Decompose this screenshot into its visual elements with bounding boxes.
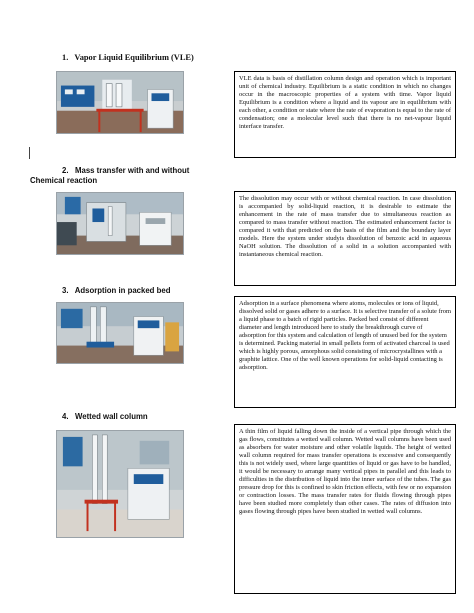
section-4-photo	[56, 430, 184, 538]
section-1-description: VLE data is basis of distillation column design and operation which is important unit of chemical industry. Equilibrium is a static condition in which no changes occur in the macroscopic properties of a system with time. Vapor liquid Equilibrium is a condition where a liquid and its vapour are in equilibrium with each other, a condition or state where the rate of evaporation is equal to the rate of condensation; one a molecular level such that there is no net-vapour liquid interface transfer.	[234, 71, 456, 158]
section-3-description: Adsorption in a surface phenomena where atoms, molecules or ions of liquid, dissolved solid or gases adhere to a surface. It is selective transfer of a solute from a liquid phase to a batch of rigid particles. Packed bed consist of different diameter and length introduced here to study the breakthrough curve of adsorption for this system and calculation of length of unused bed for the system is determined. Packing material in small pellets form of activated charcoal is used which is highly porous, amorphous solid consisting of microcrystallines with a graphite lattice. One of the well known operations for solid-liquid contacting is adsorption.	[234, 296, 456, 408]
section-3-title: Adsorption in packed bed	[74, 286, 171, 295]
section-2-heading-line2: Chemical reaction	[30, 176, 98, 185]
section-1-photo	[56, 71, 184, 134]
section-4-number: 4.	[62, 412, 69, 421]
section-2-number: 2.	[62, 166, 69, 175]
section-2-title: Mass transfer with and without	[75, 166, 190, 175]
section-3-heading	[62, 286, 170, 296]
section-1-number: 1.	[62, 53, 69, 62]
section-2-heading	[62, 166, 189, 176]
section-4-heading	[62, 412, 148, 422]
section-2-photo	[56, 192, 184, 255]
section-2-description: The dissolution may occur with or without chemical reaction. In case dissolution is accompanied by solid-liquid reaction, it is desirable to estimate the enhancement in the rate of mass transfer due to simultaneous reaction as compared to mass transfer without reaction. The estimated enhancement factor is compared it with that predicted on the basis of the film and the boundary layer models. Here the system under studyis dissolution of benzoic acid in aqueous NaOH solution. The dissolution of a solid in a solution accompanied with instantaneous chemical reaction.	[234, 191, 456, 286]
section-3-photo	[56, 302, 184, 364]
text-cursor	[29, 147, 30, 159]
section-4-description: A thin film of liquid falling down the inside of a vertical pipe through which the gas flows, constitutes a wetted wall column. Wetted wall columns have been used as absorbers for water moisture and other volatile liquids. The height of wetted wall column required for mass transfer operations is excessive and consequently this is not widely used, where large quantities of liquid or gas have to be handled, it would be necessary to arrange many vertical pipes in parallel and this leads to difficulties in the distribution of liquid into the inner surface of the tubes. The gas pressure drop for this is confined to skin friction effects, with few or no expansion or contraction losses. The mass transfer rates for fluids flowing through pipes have been studied more completely than other cases. The rates of diffusion into gases flowing through pipes have been studied in wetted wall columns.	[234, 424, 456, 594]
section-3-number: 3.	[62, 286, 69, 295]
section-1-title: Vapor Liquid Equilibrium (VLE)	[74, 53, 194, 62]
section-4-title: Wetted wall column	[75, 412, 148, 421]
section-1-heading	[62, 53, 194, 63]
